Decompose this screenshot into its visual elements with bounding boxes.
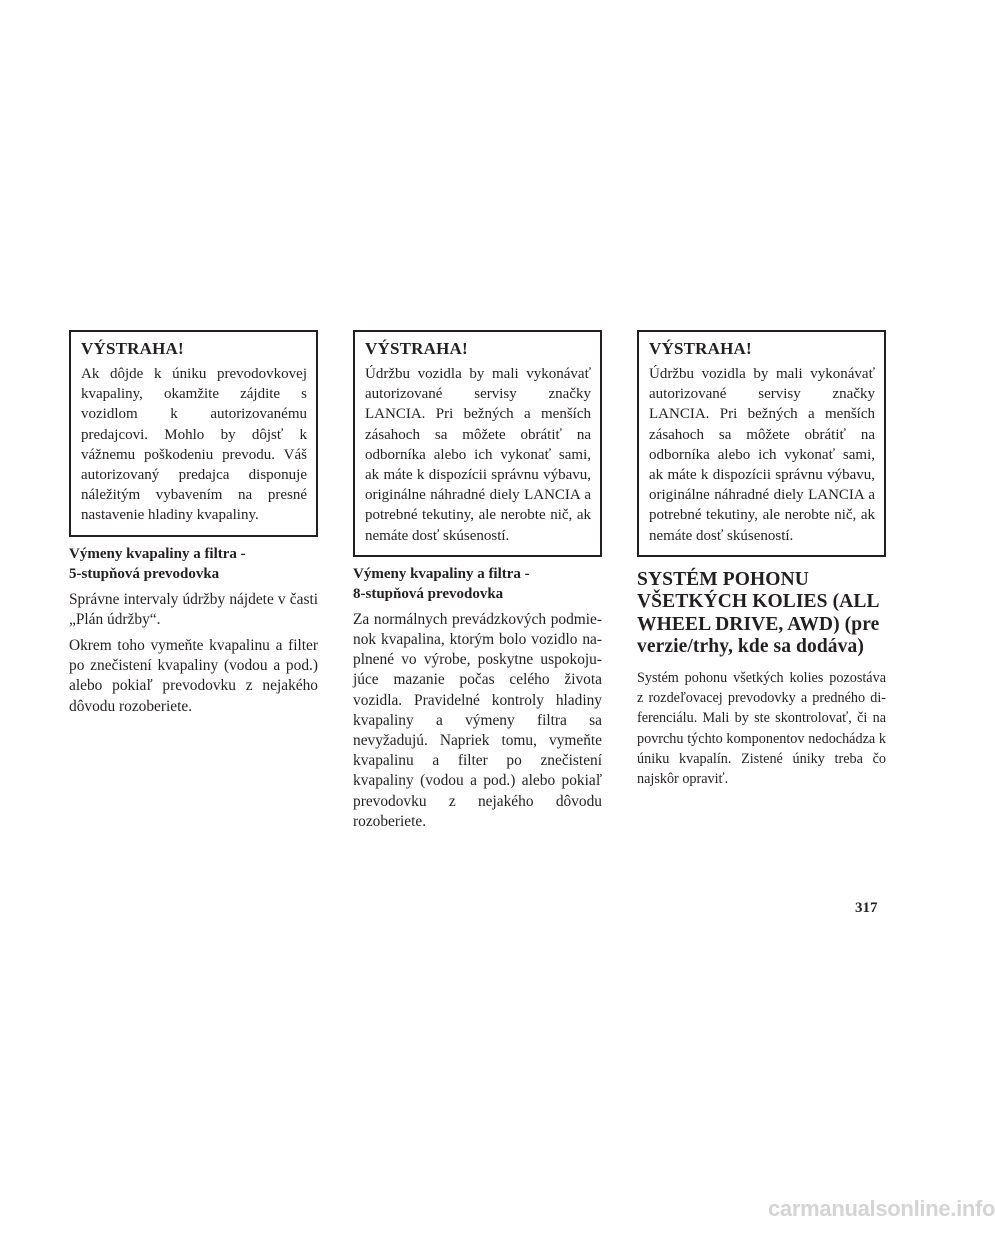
warning-box: [353, 330, 602, 557]
warning-title: VÝSTRAHA!: [365, 339, 468, 358]
paragraph: Správne intervaly údržby nájdete v časti „Plán údržby“.: [69, 590, 318, 628]
watermark: carmanualsonline.info: [768, 1196, 995, 1221]
warning-title: VÝSTRAHA!: [649, 339, 752, 358]
warning-text: Ak dôjde k úniku prevodovkovej kvapaliny, okamžite zájdite s vozidlom k autorizovanému predajcovi. Mohlo by dôjsť k vážnemu poškodeniu prevodu. Váš autorizovaný predajca disponuje náležitým vybavením na presné nastavenie hladiny kvapaliny.: [81, 366, 307, 524]
warning-box: [69, 330, 318, 537]
paragraph: Okrem toho vymeňte kvapalinu a filter po znečistení kvapaliny (vodou a pod.) alebo pokiaľ prevodovku z nejakého dôvodu rozoberiete.: [69, 637, 318, 715]
warning-text: Údržbu vozidla by mali vykonávať autorizované servisy značky LANCIA. Pri bežných a menších zásahoch sa môžete obrátiť na odborníka alebo ich vykonať sami, ak máte k dispozícii správnu výbavu, originálne náhradné diely LANCIA a potrebné tekutiny, ale nerobte nič, ak nemáte dosť skúseností.: [649, 366, 875, 544]
column-middle: [353, 330, 602, 838]
warning-box: [637, 330, 886, 557]
fluid-change-8-speed-heading: Výmeny kvapaliny a filtra - 8-stupňová prevodovka: [353, 565, 530, 602]
paragraph: Za normálnych prevádzkových podmienok kvapalina, ktorým bolo vozidlo naplnené vo výrobe, poskytne uspokojujúce mazanie počas celého života vozidla. Pravidelné kontroly hladiny kvapaliny a výmeny filtra sa nevyžadujú. Napriek tomu, vymeňte kvapalinu a filter po znečistení kvapaliny (vodou a pod.) alebo pokiaľ prevodovku z nejakého dôvodu rozoberiete.: [353, 610, 602, 830]
awd-section-heading: SYSTÉM POHONU VŠETKÝCH KOLIES (ALL WHEEL DRIVE, AWD) (pre verzie/trhy, kde sa dodáva): [637, 568, 880, 658]
paragraph: Systém pohonu všetkých kolies pozostáva z rozdeľovacej prevodovky a predného diferenciálu. Mali by ste skontrolovať, či na povrchu týchto komponentov nedochádza k úniku kvapalín. Zistené úniky treba čo najskôr opraviť.: [637, 669, 886, 788]
warning-text: Údržbu vozidla by mali vykonávať autorizované servisy značky LANCIA. Pri bežných a menších zásahoch sa môžete obrátiť na odborníka alebo ich vykonať sami, ak máte k dispozícii správnu výbavu, originálne náhradné diely LANCIA a potrebné tekutiny, ale nerobte nič, ak nemáte dosť skúseností.: [365, 366, 591, 544]
warning-title: VÝSTRAHA!: [81, 339, 184, 358]
column-left: [69, 330, 318, 723]
column-right: [637, 330, 886, 790]
fluid-change-5-speed-heading: Výmeny kvapaliny a filtra - 5-stupňová prevodovka: [69, 545, 246, 582]
page-number: 317: [855, 900, 878, 916]
